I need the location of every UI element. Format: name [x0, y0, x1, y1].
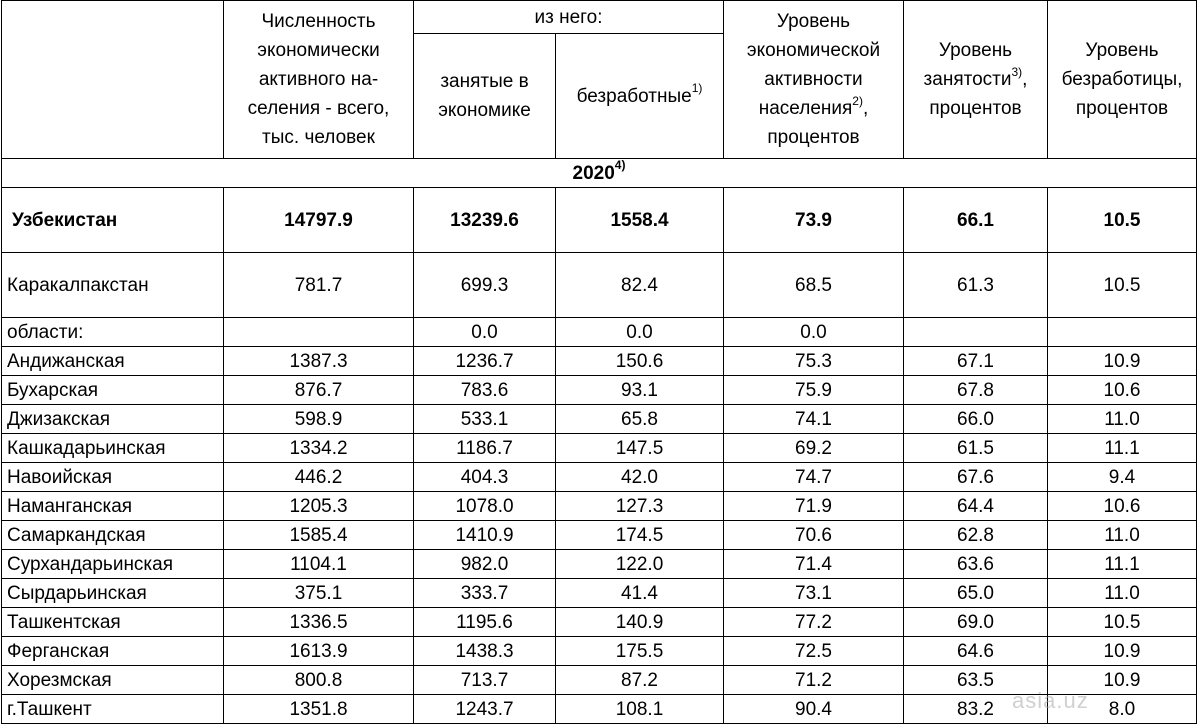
value-cell: 67.6 — [904, 463, 1048, 492]
value-cell: 67.1 — [904, 347, 1048, 376]
table-row — [2, 463, 1197, 492]
value-cell: 75.3 — [724, 347, 904, 376]
value-cell: 1205.3 — [224, 492, 414, 521]
region-name-cell: Навоийская — [2, 463, 224, 492]
value-cell: 1236.7 — [414, 347, 556, 376]
value-cell: 127.3 — [556, 492, 724, 521]
value-cell: 122.0 — [556, 550, 724, 579]
value-cell: 77.2 — [724, 608, 904, 637]
value-cell: 70.6 — [724, 521, 904, 550]
table-row — [2, 695, 1197, 724]
header-region — [2, 1, 224, 159]
header-employed: занятые в экономике — [414, 34, 556, 159]
header-employment-level: Уровень занятости$^{3)}$, процентов — [904, 1, 1048, 159]
value-cell: 64.4 — [904, 492, 1048, 521]
header-activity-level: Уровень экономической активности населения$^{2)}$, процентов — [724, 1, 904, 159]
value-cell: 63.6 — [904, 550, 1048, 579]
region-name-cell: Самаркандская — [2, 521, 224, 550]
year-row: 2020$^{4)}$ — [2, 159, 1197, 188]
table-row — [2, 550, 1197, 579]
value-cell: 10.6 — [1048, 376, 1197, 405]
region-name-cell: Наманганская — [2, 492, 224, 521]
value-cell: 10.9 — [1048, 637, 1197, 666]
value-cell: 446.2 — [224, 463, 414, 492]
value-cell: 1585.4 — [224, 521, 414, 550]
region-name-cell: Ташкентская — [2, 608, 224, 637]
value-cell: 1438.3 — [414, 637, 556, 666]
table-row — [2, 376, 1197, 405]
value-cell: 65.8 — [556, 405, 724, 434]
value-cell: 64.6 — [904, 637, 1048, 666]
value-cell: 71.4 — [724, 550, 904, 579]
table-row — [2, 521, 1197, 550]
value-cell: 10.6 — [1048, 492, 1197, 521]
region-name-cell: Сурхандарьинская — [2, 550, 224, 579]
value-cell: 783.6 — [414, 376, 556, 405]
table-row — [2, 405, 1197, 434]
value-cell: 10.9 — [1048, 666, 1197, 695]
value-cell: 1186.7 — [414, 434, 556, 463]
value-cell: 72.5 — [724, 637, 904, 666]
value-cell: 10.5 — [1048, 608, 1197, 637]
value-cell: 333.7 — [414, 579, 556, 608]
header-group-of-which: из него: — [414, 1, 724, 34]
value-cell: 404.3 — [414, 463, 556, 492]
value-cell: 42.0 — [556, 463, 724, 492]
region-name-cell: г.Ташкент — [2, 695, 224, 724]
value-cell: 10.9 — [1048, 347, 1197, 376]
table-row — [2, 637, 1197, 666]
value-cell: 83.2 — [904, 695, 1048, 724]
value-cell: 1243.7 — [414, 695, 556, 724]
value-cell: 87.2 — [556, 666, 724, 695]
region-name-cell: Кашкадарьинская — [2, 434, 224, 463]
value-cell: 147.5 — [556, 434, 724, 463]
table-row-total: Узбекистан 14797.9 13239.6 1558.4 73.9 66.1 10.5 — [2, 188, 1197, 253]
value-cell: 598.9 — [224, 405, 414, 434]
value-cell: 74.1 — [724, 405, 904, 434]
value-cell: 175.5 — [556, 637, 724, 666]
value-cell: 62.8 — [904, 521, 1048, 550]
table-row — [2, 347, 1197, 376]
value-cell: 73.1 — [724, 579, 904, 608]
table-row — [2, 434, 1197, 463]
value-cell: 74.7 — [724, 463, 904, 492]
table-row — [2, 579, 1197, 608]
value-cell: 1336.5 — [224, 608, 414, 637]
header-active-population: Численность экономически активного на- селения - всего, тыс. человек — [224, 1, 414, 159]
value-cell: 67.8 — [904, 376, 1048, 405]
value-cell: 1387.3 — [224, 347, 414, 376]
region-name-cell: Бухарская — [2, 376, 224, 405]
value-cell: 1410.9 — [414, 521, 556, 550]
region-name-cell: Сырдарьинская — [2, 579, 224, 608]
region-name-cell: Хорезмская — [2, 666, 224, 695]
statistics-table — [1, 0, 1197, 724]
value-cell: 1334.2 — [224, 434, 414, 463]
value-cell: 982.0 — [414, 550, 556, 579]
value-cell: 75.9 — [724, 376, 904, 405]
region-name-cell: Ферганская — [2, 637, 224, 666]
value-cell: 1078.0 — [414, 492, 556, 521]
value-cell: 11.0 — [1048, 521, 1197, 550]
value-cell: 11.1 — [1048, 550, 1197, 579]
value-cell: 11.0 — [1048, 579, 1197, 608]
value-cell: 65.0 — [904, 579, 1048, 608]
region-name-cell: Андижанская — [2, 347, 224, 376]
table-row — [2, 492, 1197, 521]
table-row — [2, 608, 1197, 637]
value-cell: 61.5 — [904, 434, 1048, 463]
value-cell: 375.1 — [224, 579, 414, 608]
region-name-cell: Джизакская — [2, 405, 224, 434]
value-cell: 108.1 — [556, 695, 724, 724]
value-cell: 1195.6 — [414, 608, 556, 637]
value-cell: 1104.1 — [224, 550, 414, 579]
value-cell: 1351.8 — [224, 695, 414, 724]
table-row-oblasti: области: 0.0 0.0 0.0 — [2, 318, 1197, 347]
value-cell: 69.2 — [724, 434, 904, 463]
value-cell: 533.1 — [414, 405, 556, 434]
value-cell: 66.0 — [904, 405, 1048, 434]
value-cell: 9.4 — [1048, 463, 1197, 492]
watermark: asia.uz — [1012, 688, 1089, 713]
table-row — [2, 666, 1197, 695]
value-cell: 90.4 — [724, 695, 904, 724]
value-cell: 11.0 — [1048, 405, 1197, 434]
value-cell: 71.9 — [724, 492, 904, 521]
value-cell: 876.7 — [224, 376, 414, 405]
value-cell: 63.5 — [904, 666, 1048, 695]
value-cell: 11.1 — [1048, 434, 1197, 463]
table-row-karakalpakstan: Каракалпакстан 781.7 699.3 82.4 68.5 61.3 10.5 — [2, 253, 1197, 318]
value-cell: 1613.9 — [224, 637, 414, 666]
value-cell: 150.6 — [556, 347, 724, 376]
value-cell: 140.9 — [556, 608, 724, 637]
value-cell: 174.5 — [556, 521, 724, 550]
value-cell: 69.0 — [904, 608, 1048, 637]
value-cell: 713.7 — [414, 666, 556, 695]
value-cell: 800.8 — [224, 666, 414, 695]
header-unemployed: безработные$^{1)}$ — [556, 34, 724, 159]
value-cell: 71.2 — [724, 666, 904, 695]
value-cell: 41.4 — [556, 579, 724, 608]
header-unemployment-level: Уровень безработицы, процентов — [1048, 1, 1197, 159]
value-cell: 93.1 — [556, 376, 724, 405]
value-cell: 8.0 — [1048, 695, 1197, 724]
